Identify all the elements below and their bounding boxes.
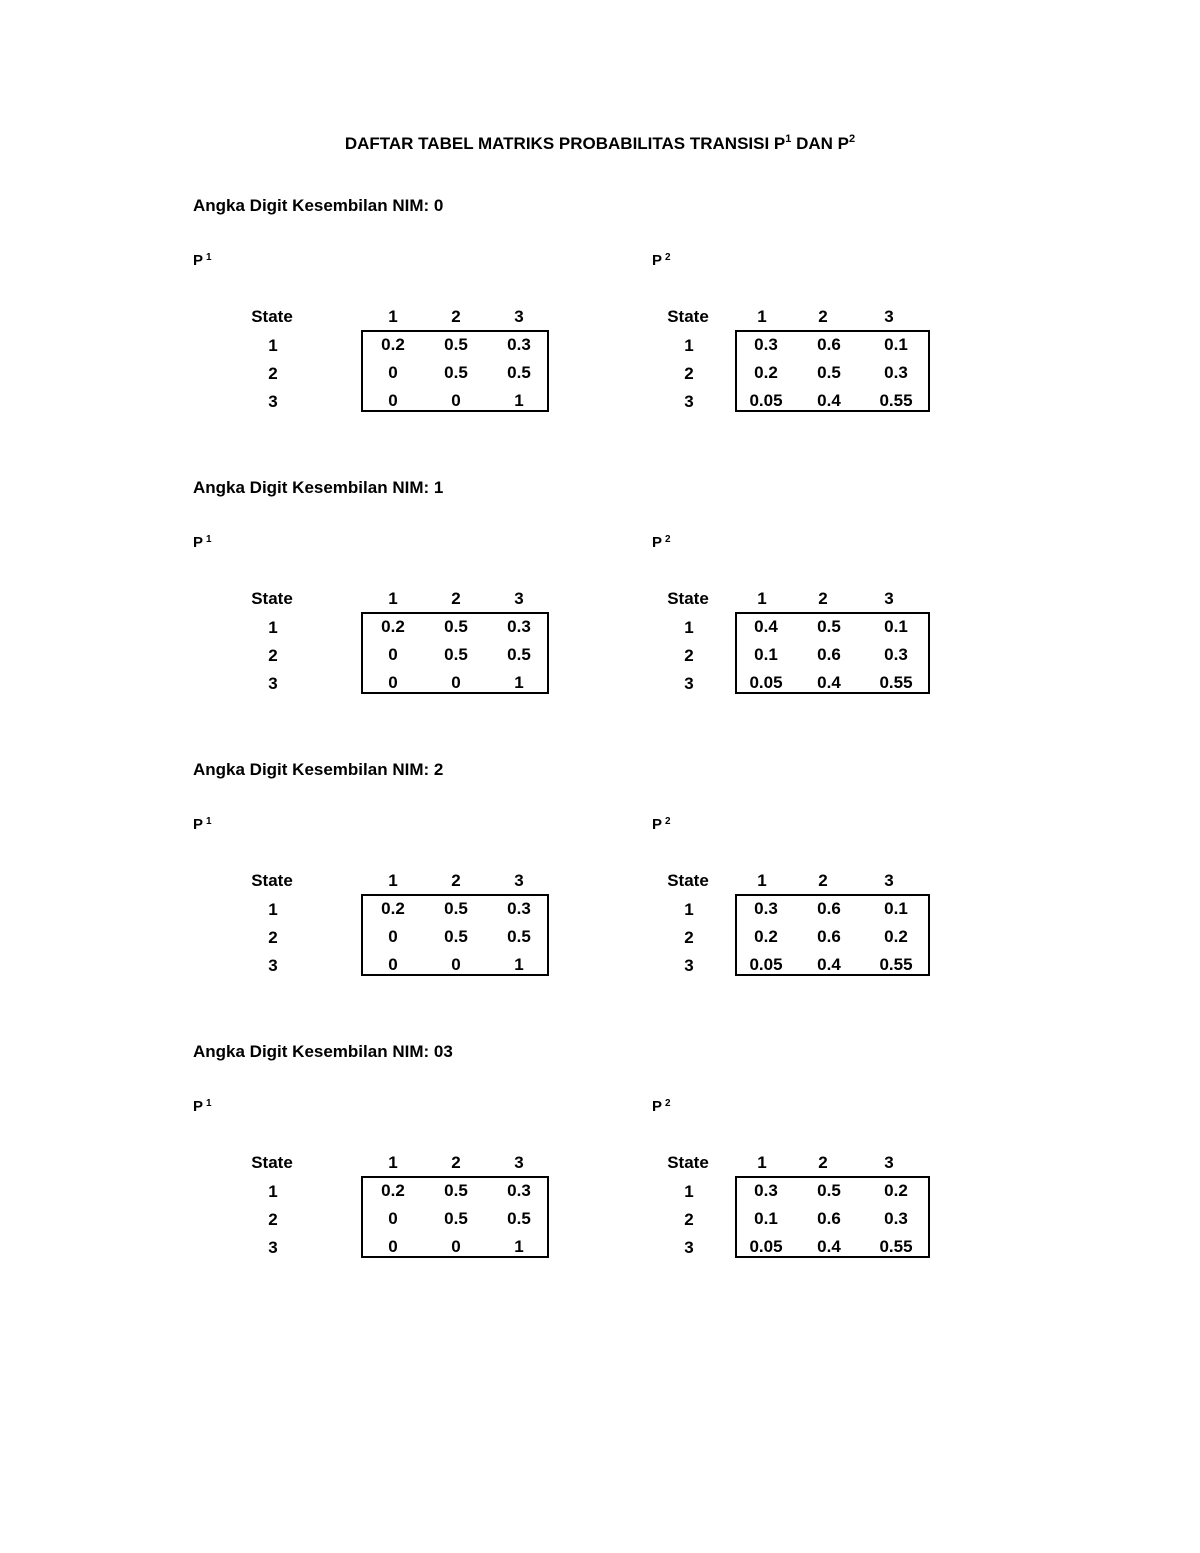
p1-cell: 0	[388, 1237, 398, 1256]
p1-label	[193, 1098, 212, 1115]
p2-cell: 0.5	[817, 363, 841, 382]
p1-state-header: State	[251, 871, 293, 890]
p1-label-base: P	[193, 1098, 204, 1115]
p2-col-header: 1	[757, 589, 767, 608]
p2-row-label: 3	[684, 1238, 694, 1257]
p1-cell: 0	[388, 955, 398, 974]
p2-col-header: 1	[757, 307, 767, 326]
p1-cell: 0	[388, 1209, 398, 1228]
p2-cell: 0.4	[817, 673, 841, 692]
p2-row-label: 1	[684, 900, 694, 919]
p1-cell: 0.2	[381, 335, 405, 354]
matrix-section	[0, 1042, 1200, 1302]
p1-col-header: 1	[388, 1153, 398, 1172]
p1-label-base: P	[193, 534, 204, 551]
p1-cell: 0.3	[507, 335, 531, 354]
p1-col-header: 3	[514, 589, 524, 608]
p1-cell: 0	[451, 955, 461, 974]
p2-state-header: State	[667, 589, 709, 608]
p2-cell: 0.2	[884, 1181, 908, 1200]
p1-cell: 0.3	[507, 899, 531, 918]
p1-cell: 1	[514, 673, 524, 692]
p2-label	[652, 816, 671, 833]
p2-cell: 0.4	[817, 391, 841, 410]
p1-row-label: 3	[268, 1238, 278, 1257]
p1-row-label: 2	[268, 364, 278, 383]
p1-cell: 0.3	[507, 1181, 531, 1200]
p2-cell: 0.6	[817, 645, 841, 664]
p1-cell: 0	[388, 673, 398, 692]
title-sup-1: 1	[785, 133, 792, 145]
p2-cell: 0.4	[817, 1237, 841, 1256]
p2-col-header: 2	[818, 1153, 828, 1172]
p1-label	[193, 816, 212, 833]
p2-col-header: 2	[818, 307, 828, 326]
p2-row-label: 1	[684, 1182, 694, 1201]
p1-cell: 0.5	[444, 617, 468, 636]
p1-label-sup: 1	[206, 1098, 212, 1109]
p1-row-label: 1	[268, 900, 278, 919]
p1-label-base: P	[193, 252, 204, 269]
p1-cell: 0.5	[444, 363, 468, 382]
p1-cell: 0.5	[444, 899, 468, 918]
p1-cell: 0	[388, 645, 398, 664]
p1-label-sup: 1	[206, 534, 212, 545]
p2-cell: 0.6	[817, 899, 841, 918]
p2-col-header: 2	[818, 589, 828, 608]
page-title	[0, 134, 1200, 154]
p1-cell: 0.5	[507, 1209, 531, 1228]
p2-cell: 0.1	[884, 617, 908, 636]
p1-col-header: 2	[451, 871, 461, 890]
p2-col-header: 3	[884, 589, 894, 608]
p2-row-label: 2	[684, 1210, 694, 1229]
p2-cell: 0.1	[754, 645, 778, 664]
p1-label	[193, 534, 212, 551]
p2-col-header: 1	[757, 871, 767, 890]
p2-label-sup: 2	[665, 252, 671, 263]
p2-cell: 0.05	[749, 1237, 783, 1256]
section-heading: Angka Digit Kesembilan NIM: 0	[193, 196, 444, 215]
p2-row-label: 2	[684, 646, 694, 665]
p2-cell: 0.55	[879, 1237, 913, 1256]
p2-label	[652, 1098, 671, 1115]
p1-cell: 0	[388, 363, 398, 382]
p1-cell: 0.5	[507, 363, 531, 382]
p1-cell: 0	[451, 391, 461, 410]
p1-label-base: P	[193, 816, 204, 833]
p2-cell: 0.2	[754, 927, 778, 946]
p2-cell: 0.2	[884, 927, 908, 946]
p1-col-header: 2	[451, 307, 461, 326]
p2-col-header: 3	[884, 307, 894, 326]
p2-cell: 0.55	[879, 673, 913, 692]
p2-cell: 0.6	[817, 927, 841, 946]
title-sup-2: 2	[849, 133, 856, 145]
p2-cell: 0.4	[817, 955, 841, 974]
p2-state-header: State	[667, 871, 709, 890]
p1-cell: 0.5	[444, 645, 468, 664]
p2-label-sup: 2	[665, 816, 671, 827]
p1-cell: 0.5	[444, 335, 468, 354]
p2-cell: 0.55	[879, 391, 913, 410]
p1-cell: 0	[388, 927, 398, 946]
p2-col-header: 3	[884, 871, 894, 890]
p1-row-label: 2	[268, 646, 278, 665]
section-heading: Angka Digit Kesembilan NIM: 03	[193, 1042, 453, 1061]
p1-state-header: State	[251, 1153, 293, 1172]
p1-label	[193, 252, 212, 269]
p2-label	[652, 252, 671, 269]
p1-row-label: 3	[268, 674, 278, 693]
p2-cell: 0.3	[884, 1209, 908, 1228]
p2-cell: 0.3	[884, 645, 908, 664]
p2-cell: 0.05	[749, 673, 783, 692]
p1-col-header: 3	[514, 307, 524, 326]
p1-row-label: 3	[268, 392, 278, 411]
p1-row-label: 1	[268, 1182, 278, 1201]
p2-label	[652, 534, 671, 551]
p2-label-base: P	[652, 816, 663, 833]
p2-cell: 0.1	[884, 335, 908, 354]
p2-state-header: State	[667, 1153, 709, 1172]
p2-cell: 0.3	[754, 899, 778, 918]
p2-row-label: 1	[684, 618, 694, 637]
p2-label-base: P	[652, 252, 663, 269]
p1-cell: 1	[514, 1237, 524, 1256]
title-text: DAFTAR TABEL MATRIKS PROBABILITAS TRANSISI P	[344, 134, 786, 153]
p2-cell: 0.05	[749, 955, 783, 974]
p2-cell: 0.3	[754, 1181, 778, 1200]
p1-cell: 0	[451, 1237, 461, 1256]
p1-row-label: 1	[268, 336, 278, 355]
p2-state-header: State	[667, 307, 709, 326]
p1-cell: 1	[514, 391, 524, 410]
p1-cell: 0.5	[444, 1209, 468, 1228]
p1-row-label: 2	[268, 928, 278, 947]
p1-cell: 1	[514, 955, 524, 974]
p1-col-header: 2	[451, 1153, 461, 1172]
p2-cell: 0.6	[817, 1209, 841, 1228]
p1-row-label: 3	[268, 956, 278, 975]
p1-col-header: 1	[388, 871, 398, 890]
p2-cell: 0.3	[884, 363, 908, 382]
p1-cell: 0.2	[381, 1181, 405, 1200]
p1-label-sup: 1	[206, 816, 212, 827]
p2-cell: 0.3	[754, 335, 778, 354]
p2-cell: 0.2	[754, 363, 778, 382]
matrix-section	[0, 196, 1200, 456]
p1-state-header: State	[251, 589, 293, 608]
p2-cell: 0.5	[817, 1181, 841, 1200]
p1-cell: 0	[388, 391, 398, 410]
p1-label-sup: 1	[206, 252, 212, 263]
p2-cell: 0.1	[884, 899, 908, 918]
p2-cell: 0.1	[754, 1209, 778, 1228]
p2-label-sup: 2	[665, 1098, 671, 1109]
p2-cell: 0.55	[879, 955, 913, 974]
p2-row-label: 2	[684, 364, 694, 383]
p1-cell: 0.2	[381, 899, 405, 918]
p1-col-header: 1	[388, 307, 398, 326]
p2-cell: 0.5	[817, 617, 841, 636]
p2-col-header: 2	[818, 871, 828, 890]
p2-row-label: 3	[684, 674, 694, 693]
p2-col-header: 3	[884, 1153, 894, 1172]
p2-label-base: P	[652, 534, 663, 551]
p1-col-header: 3	[514, 1153, 524, 1172]
p1-row-label: 1	[268, 618, 278, 637]
p2-cell: 0.05	[749, 391, 783, 410]
p2-cell: 0.4	[754, 617, 778, 636]
section-heading: Angka Digit Kesembilan NIM: 2	[193, 760, 444, 779]
p2-row-label: 2	[684, 928, 694, 947]
p1-cell: 0.5	[507, 645, 531, 664]
p1-col-header: 2	[451, 589, 461, 608]
matrix-section	[0, 760, 1200, 1020]
section-heading: Angka Digit Kesembilan NIM: 1	[193, 478, 444, 497]
p1-cell: 0.5	[444, 927, 468, 946]
p1-col-header: 3	[514, 871, 524, 890]
p2-row-label: 3	[684, 392, 694, 411]
title-middle: DAN P	[791, 134, 850, 153]
p2-label-base: P	[652, 1098, 663, 1115]
p2-row-label: 3	[684, 956, 694, 975]
p1-cell: 0.5	[444, 1181, 468, 1200]
p2-cell: 0.6	[817, 335, 841, 354]
p2-col-header: 1	[757, 1153, 767, 1172]
p1-col-header: 1	[388, 589, 398, 608]
p1-cell: 0.5	[507, 927, 531, 946]
p1-row-label: 2	[268, 1210, 278, 1229]
p1-cell: 0	[451, 673, 461, 692]
matrix-section	[0, 478, 1200, 738]
p1-cell: 0.2	[381, 617, 405, 636]
p1-state-header: State	[251, 307, 293, 326]
p1-cell: 0.3	[507, 617, 531, 636]
p2-row-label: 1	[684, 336, 694, 355]
p2-label-sup: 2	[665, 534, 671, 545]
